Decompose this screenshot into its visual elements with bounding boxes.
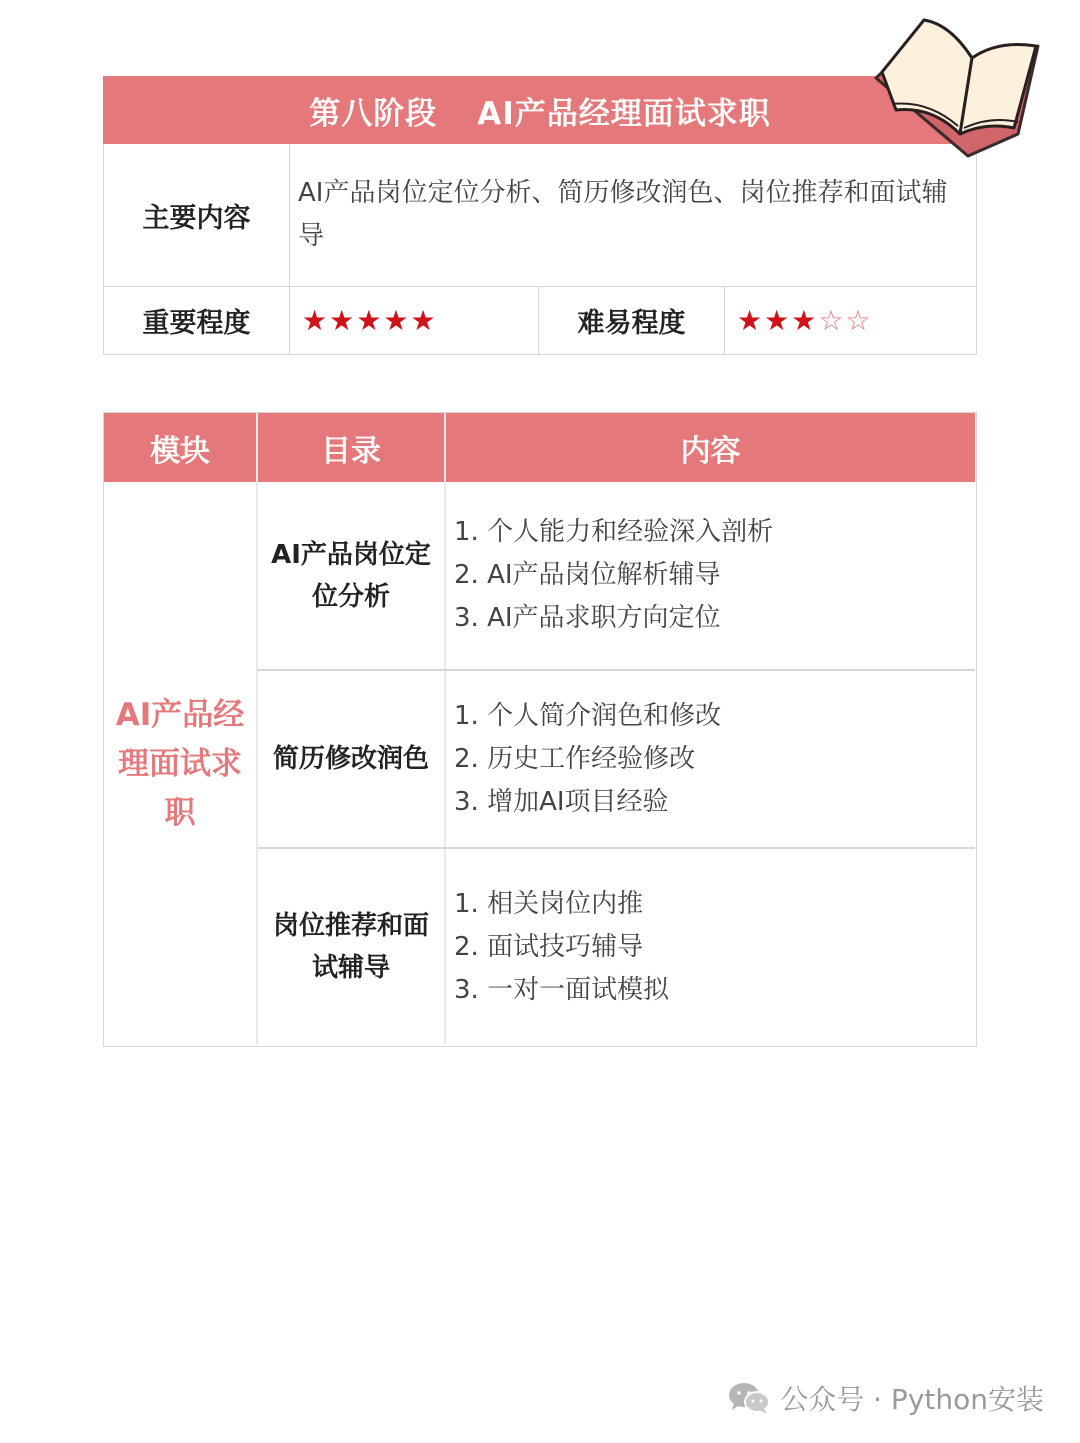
module-table <box>103 412 977 1047</box>
star-filled-icon: ★ <box>791 303 817 337</box>
star-filled-icon: ★ <box>764 303 790 337</box>
difficulty-rating <box>725 287 976 354</box>
stage-number: 第八阶段 <box>309 95 438 132</box>
open-book-icon <box>868 6 1048 166</box>
rating-row <box>103 287 977 355</box>
directory-cell: AI产品岗位定位分析 <box>271 539 431 612</box>
star-empty-icon: ☆ <box>845 303 871 337</box>
directory-cell: 岗位推荐和面试辅导 <box>272 911 429 983</box>
content-cell <box>446 849 974 1045</box>
content-item: 3. 增加AI项目经验 <box>454 786 669 817</box>
stage-title: AI产品经理面试求职 <box>477 95 771 132</box>
star-filled-icon: ★ <box>383 303 409 337</box>
header-module: 模块 <box>104 413 256 482</box>
difficulty-label: 难易程度 <box>539 287 725 354</box>
stage-header <box>103 76 977 144</box>
star-filled-icon: ★ <box>410 303 436 337</box>
content-item: 2. AI产品岗位解析辅导 <box>454 560 721 590</box>
content-item: 2. 历史工作经验修改 <box>454 743 696 774</box>
module-name: AI产品经理面试求职 <box>115 696 245 831</box>
star-filled-icon: ★ <box>302 303 328 337</box>
watermark-text: 公众号 · Python安装 <box>780 1383 1044 1416</box>
watermark <box>728 1378 1044 1418</box>
star-empty-icon: ☆ <box>818 303 844 337</box>
star-filled-icon: ★ <box>737 303 763 337</box>
content-cell <box>446 671 974 847</box>
header-content: 内容 <box>446 413 975 482</box>
main-content-text: AI产品岗位定位分析、简历修改润色、岗位推荐和面试辅导 <box>298 178 948 251</box>
content-item: 1. 个人能力和经验深入剖析 <box>454 517 774 547</box>
content-item: 3. 一对一面试模拟 <box>454 974 670 1005</box>
main-content-row <box>103 144 977 287</box>
header-directory: 目录 <box>257 413 445 482</box>
content-item: 2. 面试技巧辅导 <box>454 931 644 962</box>
content-item: 1. 个人简介润色和修改 <box>454 700 722 731</box>
content-cell <box>446 482 974 669</box>
main-content-label: 主要内容 <box>104 144 290 286</box>
importance-rating <box>290 287 539 354</box>
directory-cell: 简历修改润色 <box>272 744 429 774</box>
content-item: 3. AI产品求职方向定位 <box>454 603 721 633</box>
star-filled-icon: ★ <box>329 303 355 337</box>
wechat-icon <box>728 1381 770 1415</box>
star-filled-icon: ★ <box>356 303 382 337</box>
content-item: 1. 相关岗位内推 <box>454 888 644 919</box>
importance-label: 重要程度 <box>104 287 290 354</box>
stage-info-card <box>103 76 977 355</box>
